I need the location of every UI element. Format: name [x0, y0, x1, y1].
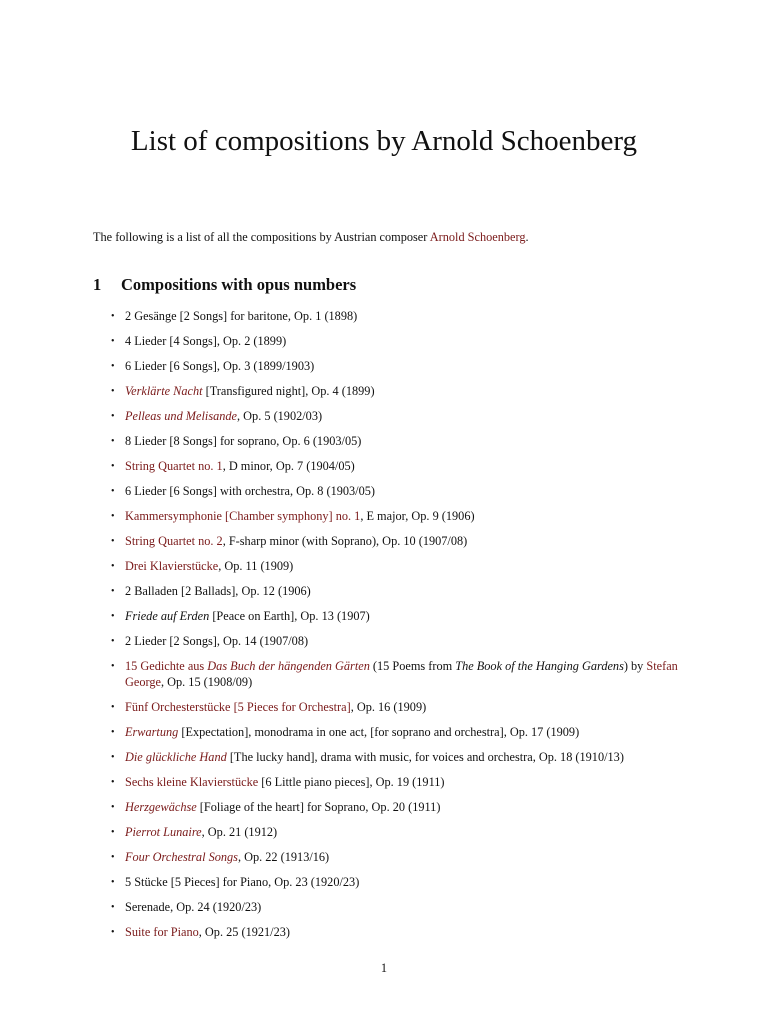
- composition-text: 2 Balladen [2 Ballads], Op. 12 (1906): [125, 584, 311, 598]
- list-item: [93, 750, 693, 766]
- composition-text: , Op. 16 (1909): [350, 699, 427, 714]
- link-arnold-schoenberg[interactable]: Arnold Schoenberg: [429, 230, 526, 244]
- composition-text: [6 Little piano pieces], Op. 19 (1911): [258, 774, 445, 789]
- bullet-icon: •: [111, 826, 115, 838]
- bullet-icon: •: [111, 461, 115, 472]
- composition-text: The Book of the Hanging Gardens: [455, 659, 624, 673]
- composition-text: , Op. 5 (1902/03): [237, 409, 323, 423]
- bullet-icon: •: [111, 926, 115, 938]
- list-item: [93, 700, 693, 716]
- list-item: [93, 900, 693, 916]
- list-item: [93, 384, 693, 400]
- composition-text: 5 Stücke [5 Pieces] for Piano, Op. 23 (1920/23): [125, 874, 360, 889]
- section-number: 1: [93, 275, 102, 294]
- composition-link[interactable]: 15 Gedichte aus: [125, 659, 208, 673]
- composition-text: [Peace on Earth], Op. 13 (1907): [209, 609, 370, 623]
- composition-link[interactable]: Suite for Piano: [125, 924, 199, 939]
- intro-text: The following is a list of all the compositions by Austrian composer: [93, 230, 430, 244]
- composition-text: , Op. 25 (1921/23): [198, 924, 290, 939]
- composition-text: , F-sharp minor (with Soprano), Op. 10 (1907/08): [222, 534, 468, 548]
- section-title: Compositions with opus numbers: [121, 275, 357, 294]
- composition-text: (15 Poems from: [369, 659, 456, 673]
- composition-link[interactable]: String Quartet no. 2: [125, 534, 223, 548]
- bullet-icon: •: [111, 536, 115, 547]
- list-item: [93, 409, 693, 425]
- composition-link[interactable]: Erwartung: [125, 724, 179, 739]
- page-number: 1: [380, 961, 388, 975]
- composition-text: , Op. 22 (1913/16): [237, 849, 330, 864]
- list-item: [93, 459, 693, 475]
- bullet-icon: •: [111, 636, 115, 647]
- composition-link[interactable]: Herzgewächse: [125, 799, 197, 814]
- composition-text: , Op. 15 (1908/09): [160, 674, 253, 689]
- bullet-icon: •: [111, 436, 115, 447]
- composition-link[interactable]: Pierrot Lunaire: [125, 824, 202, 839]
- list-item: [93, 659, 693, 690]
- composition-link[interactable]: Stefan George: [125, 659, 678, 689]
- list-item: [93, 359, 693, 375]
- bullet-icon: •: [111, 701, 115, 713]
- bullet-icon: •: [111, 611, 115, 622]
- composition-text: ) by: [623, 659, 647, 673]
- list-item: [93, 800, 693, 816]
- list-item: [93, 825, 693, 841]
- bullet-icon: •: [111, 311, 115, 322]
- bullet-icon: •: [111, 511, 115, 522]
- bullet-icon: •: [111, 386, 115, 397]
- bullet-icon: •: [111, 726, 115, 738]
- composition-text: , Op. 21 (1912): [201, 824, 278, 839]
- list-item: [93, 559, 693, 575]
- list-item: [93, 434, 693, 450]
- composition-text: , D minor, Op. 7 (1904/05): [222, 459, 355, 473]
- list-item: [93, 334, 693, 350]
- composition-text: 6 Lieder [6 Songs] with orchestra, Op. 8 (1903/05): [125, 484, 375, 498]
- bullet-icon: •: [111, 561, 115, 572]
- composition-link[interactable]: Sechs kleine Klavierstücke: [125, 774, 259, 789]
- composition-link[interactable]: Four Orchestral Songs: [125, 849, 238, 864]
- composition-link[interactable]: Pelleas und Melisande: [125, 409, 238, 423]
- bullet-icon: •: [111, 361, 115, 372]
- composition-link[interactable]: Fünf Orchesterstücke [5 Pieces for Orchestra]: [125, 699, 351, 714]
- bullet-icon: •: [111, 336, 115, 347]
- bullet-icon: •: [111, 901, 115, 913]
- list-item: [93, 850, 693, 866]
- bullet-icon: •: [111, 661, 115, 672]
- composition-text: Serenade, Op. 24 (1920/23): [125, 899, 262, 914]
- composition-link[interactable]: Kammersymphonie [Chamber symphony] no. 1: [125, 509, 361, 523]
- composition-text: [Expectation], monodrama in one act, [for soprano and orchestra], Op. 17 (1909): [178, 724, 580, 739]
- bullet-icon: •: [111, 851, 115, 863]
- composition-text: 6 Lieder [6 Songs], Op. 3 (1899/1903): [125, 359, 315, 373]
- list-item: [93, 725, 693, 741]
- composition-text: [The lucky hand], drama with music, for voices and orchestra, Op. 18 (1910/13): [226, 749, 624, 764]
- composition-list: [93, 309, 693, 950]
- bullet-icon: •: [111, 586, 115, 597]
- list-item: [93, 609, 693, 625]
- composition-link[interactable]: String Quartet no. 1: [125, 459, 223, 473]
- list-item: [93, 775, 693, 791]
- list-item: [93, 509, 693, 525]
- composition-link[interactable]: Drei Klavierstücke: [125, 559, 219, 573]
- composition-text: 8 Lieder [8 Songs] for soprano, Op. 6 (1903/05): [125, 434, 362, 448]
- list-item: [93, 484, 693, 500]
- list-item: [93, 534, 693, 550]
- list-item: [93, 584, 693, 600]
- composition-text: , Op. 11 (1909): [218, 559, 294, 573]
- composition-text: 2 Lieder [2 Songs], Op. 14 (1907/08): [125, 634, 309, 648]
- page-title: List of compositions by Arnold Schoenberg: [130, 125, 638, 157]
- bullet-icon: •: [111, 411, 115, 422]
- bullet-icon: •: [111, 876, 115, 888]
- list-item: [93, 634, 693, 650]
- bullet-icon: •: [111, 801, 115, 813]
- bullet-icon: •: [111, 776, 115, 788]
- composition-link[interactable]: Das Buch der hängenden Gärten: [207, 659, 370, 673]
- bullet-icon: •: [111, 751, 115, 763]
- section-heading: [93, 274, 356, 296]
- list-item: [93, 875, 693, 891]
- composition-text: 4 Lieder [4 Songs], Op. 2 (1899): [125, 334, 287, 348]
- list-item: [93, 925, 693, 941]
- composition-text: [Foliage of the heart] for Soprano, Op. 20 (1911): [196, 799, 441, 814]
- composition-link[interactable]: Die glückliche Hand: [125, 749, 227, 764]
- list-item: [93, 309, 693, 325]
- intro-text-end: .: [525, 230, 529, 244]
- composition-link[interactable]: Verklärte Nacht: [125, 384, 203, 398]
- bullet-icon: •: [111, 486, 115, 497]
- composition-text: 2 Gesänge [2 Songs] for baritone, Op. 1 (1898): [125, 309, 358, 323]
- intro-paragraph: [93, 229, 713, 246]
- composition-text: [Transfigured night], Op. 4 (1899): [202, 384, 375, 398]
- composition-text: , E major, Op. 9 (1906): [360, 509, 475, 523]
- composition-text: Friede auf Erden: [125, 609, 210, 623]
